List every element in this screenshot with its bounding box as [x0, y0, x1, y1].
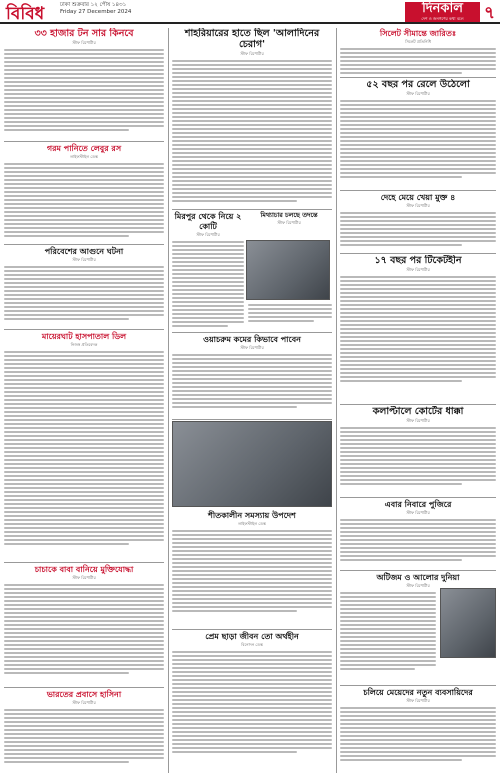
- article-byline: স্টাফ রিপোর্টার: [72, 40, 96, 45]
- section-name: বিবিধ: [6, 4, 45, 24]
- article-headline: গরম পানিতে লেবুর রস: [46, 143, 122, 153]
- article-byline: স্টাফ রিপোর্টার: [72, 257, 96, 262]
- page-number: ৭: [484, 3, 496, 23]
- article-headline: ৫২ বছর পর রেলে উঠেলো: [366, 79, 470, 90]
- article-body: [4, 584, 164, 674]
- article-byline: স্টাফ রিপোর্টার: [406, 583, 430, 588]
- article-byline: স্টাফ রিপোর্টার: [196, 232, 220, 237]
- article-block: [4, 564, 164, 686]
- article-headline: শাহরিয়ারের হাতে ছিল 'আলাদিনের চেরাগ': [184, 28, 320, 50]
- article-body: [172, 60, 332, 202]
- article-divider: [340, 497, 496, 498]
- article-byline: স্টাফ রিপোর্টার: [240, 345, 264, 350]
- article-divider: [340, 77, 496, 78]
- article-block: [340, 28, 496, 76]
- article-body: [172, 241, 244, 327]
- article-divider: [340, 253, 496, 254]
- logo-text: দিনকাল: [422, 1, 463, 16]
- article-body: [340, 427, 496, 485]
- article-headline: ওয়াচরুম কমের কিভাবে পাবেন: [203, 334, 301, 344]
- article-block: [248, 302, 332, 330]
- article-body: [4, 709, 164, 763]
- article-block: [172, 631, 332, 773]
- article-block: [340, 255, 496, 403]
- article-headline: ১৭ বছর পর টিকেটহীন: [374, 255, 462, 266]
- article-headline: এবার নিবারে পুজিরে: [384, 499, 452, 509]
- issue-date-english: Friday 27 December 2024: [60, 9, 132, 15]
- article-byline: নিজস্ব প্রতিবেদক: [70, 342, 98, 347]
- news-photo: [172, 421, 332, 507]
- article-headline: চাচাকে বাবা বানিয়ে মুক্তিযোদ্ধা: [34, 564, 134, 574]
- article-headline: অটিজম ও আলোর দুনিয়া: [376, 572, 460, 582]
- article-divider: [172, 332, 332, 333]
- article-headline: প্রেম ছাড়া জীবন তো অর্থহীন: [205, 631, 299, 641]
- article-block: [4, 246, 164, 328]
- article-block: [4, 331, 164, 561]
- article-divider: [340, 570, 496, 571]
- article-headline: পরিবেশের আগুনে ঘটনা: [44, 246, 124, 256]
- article-block: [4, 689, 164, 773]
- article-divider: [4, 244, 164, 245]
- article-divider: [172, 209, 332, 210]
- article-body: [4, 266, 164, 320]
- article-block: [172, 510, 332, 628]
- article-divider: [172, 419, 332, 420]
- news-photo: [440, 588, 496, 658]
- article-block: [340, 406, 496, 496]
- newspaper-logo: [405, 2, 480, 22]
- article-block: [340, 499, 496, 569]
- masthead: [0, 0, 500, 24]
- article-headline: ভারতের প্রবাসে হাসিনা: [46, 689, 122, 699]
- article-body: [340, 48, 496, 74]
- article-headline: চলিয়ে মেয়েদের নতুন ব্যবসায়িদের: [363, 687, 473, 697]
- article-divider: [172, 629, 332, 630]
- article-block: [4, 143, 164, 243]
- article-divider: [340, 685, 496, 686]
- article-body: [340, 707, 496, 761]
- article-body: [172, 354, 332, 408]
- article-byline: স্টাফ রিপোর্টার: [240, 51, 264, 56]
- article-byline: স্টাফ রিপোর্টার: [72, 700, 96, 705]
- article-byline: সিলেট প্রতিনিধি: [405, 39, 431, 44]
- article-block: [340, 687, 496, 773]
- article-headline: মায়েরঘাট হাসপাতাল ডিল: [41, 331, 127, 341]
- article-body: [340, 276, 496, 382]
- article-divider: [340, 404, 496, 405]
- column-divider: [336, 28, 337, 773]
- article-body: [172, 530, 332, 612]
- article-divider: [4, 562, 164, 563]
- article-headline: মিরপুর থেকে নিয়ে ২ কোটি: [174, 211, 242, 231]
- article-byline: বিনোদন ডেস্ক: [241, 642, 263, 647]
- article-headline: কলাপ্টালে কোর্টের ধাক্কা: [372, 406, 464, 417]
- article-block: [172, 334, 332, 418]
- logo-tagline: দেশ ও জনগণের কথা বলে: [421, 16, 464, 21]
- article-headline: শীতকালীন সমস্যায় উপদেশ: [208, 510, 296, 520]
- article-byline: স্টাফ রিপোর্টার: [406, 510, 430, 515]
- article-block: [246, 211, 332, 239]
- article-byline: লাইফস্টাইল ডেস্ক: [238, 521, 266, 526]
- article-body: [4, 49, 164, 131]
- news-photo: [246, 240, 330, 300]
- article-byline: স্টাফ রিপোর্টার: [406, 203, 430, 208]
- article-body: [340, 212, 496, 246]
- article-body: [4, 163, 164, 237]
- column-divider: [168, 28, 169, 773]
- article-byline: স্টাফ রিপোর্টার: [406, 267, 430, 272]
- article-byline: স্টাফ রিপোর্টার: [406, 418, 430, 423]
- article-block: [340, 192, 496, 252]
- article-headline: দেহে মেয়ে খেয়া মুক্ত ৪: [380, 192, 456, 202]
- article-divider: [4, 141, 164, 142]
- article-body: [4, 351, 164, 545]
- article-body: [340, 592, 436, 670]
- article-block: [4, 28, 164, 140]
- article-divider: [4, 687, 164, 688]
- article-byline: স্টাফ রিপোর্টার: [72, 575, 96, 580]
- article-body: [172, 651, 332, 753]
- article-headline: ৩৩ হাজার টন সার কিনবে: [34, 28, 134, 39]
- article-block: [340, 79, 496, 189]
- article-byline: স্টাফ রিপোর্টার: [277, 220, 301, 225]
- article-body: [340, 519, 496, 561]
- article-body: [248, 304, 332, 322]
- article-byline: স্টাফ রিপোর্টার: [406, 698, 430, 703]
- issue-date-bangla: ঢাকা শুক্রবার ১২ পৌষ ১৪৩১: [60, 2, 127, 8]
- article-body: [340, 100, 496, 178]
- article-block: [172, 211, 244, 331]
- issue-date: [60, 2, 131, 16]
- article-headline: মিথ্যাচার চলছে তদন্তে: [260, 211, 318, 219]
- article-headline: সিলেট সীমান্তে জারিতঃ: [379, 28, 457, 38]
- article-block: [172, 28, 332, 208]
- article-divider: [4, 329, 164, 330]
- article-byline: স্টাফ রিপোর্টার: [406, 91, 430, 96]
- article-divider: [340, 190, 496, 191]
- article-byline: লাইফস্টাইল ডেস্ক: [70, 154, 98, 159]
